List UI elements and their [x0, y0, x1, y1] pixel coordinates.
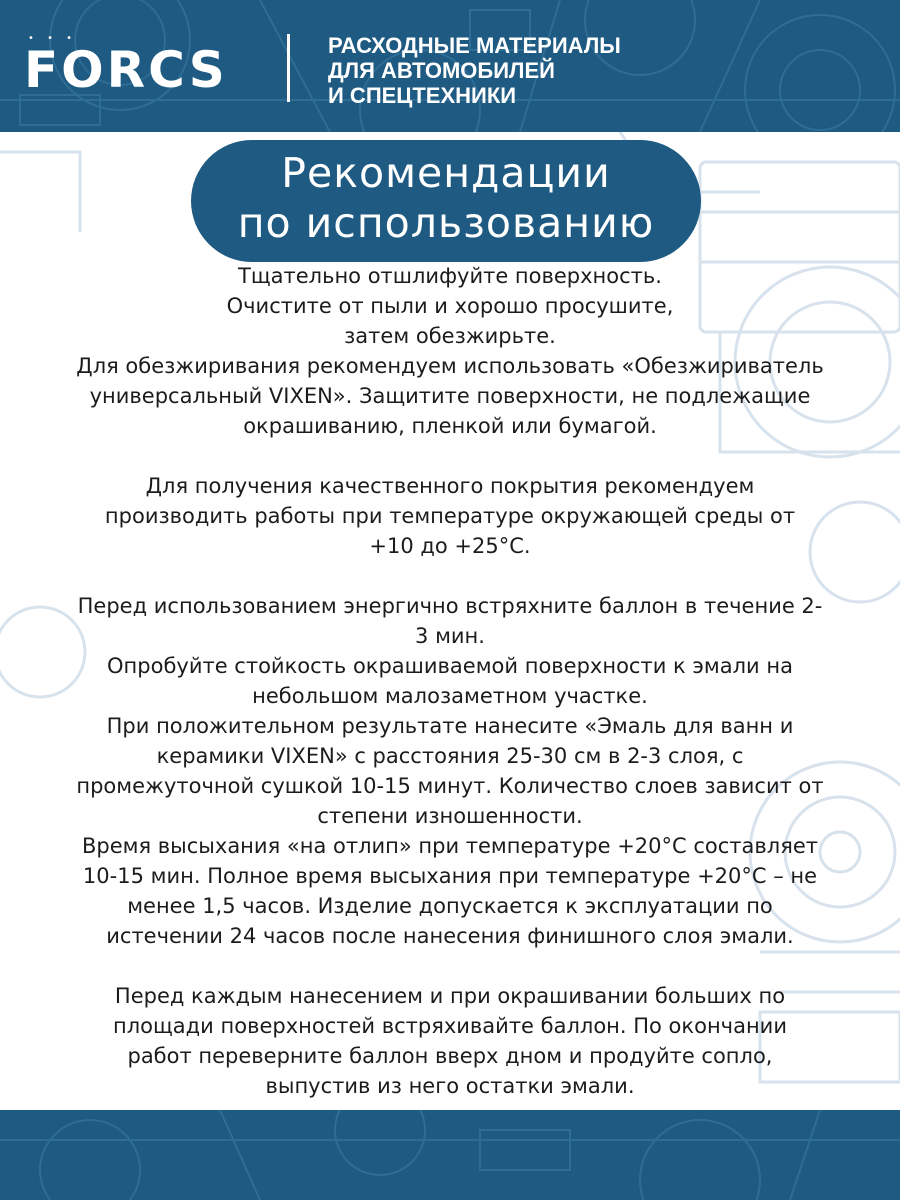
title-line-1: Рекомендации — [281, 149, 611, 197]
paragraph-finishing — [10, 981, 890, 1101]
text-line: истечении 24 часов после нанесения финишного слоя эмали. — [106, 924, 794, 948]
text-line: керамики VIXEN» с расстояния 25-30 см в 2-3 слоя, с — [156, 744, 744, 768]
text-line: Опробуйте стойкость окрашиваемой поверхности к эмали на — [107, 654, 793, 678]
text-line: небольшом малозаметном участке. — [252, 684, 648, 708]
forcs-logo: FORCS — [24, 41, 228, 99]
text-line: Время высыхания «на отлип» при температуре +20°С составляет — [82, 834, 818, 858]
text-line: менее 1,5 часов. Изделие допускается к эксплуатации по — [127, 894, 773, 918]
page-title — [191, 148, 701, 248]
instructions-body — [10, 261, 890, 1101]
text-line: Для обезжиривания рекомендуем использовать «Обезжириватель — [76, 354, 824, 378]
tagline-line-2: ДЛЯ АВТОМОБИЛЕЙ — [328, 58, 555, 83]
paragraph-gap — [10, 561, 890, 591]
text-line: 3 мин. — [415, 624, 485, 648]
text-line: окрашиванию, пленкой или бумагой. — [243, 414, 657, 438]
text-line: выпустив из него остатки эмали. — [265, 1074, 635, 1098]
paragraph-gap — [10, 441, 890, 471]
text-line: затем обезжирьте. — [344, 324, 556, 348]
logo-dots: • • • — [28, 33, 78, 44]
footer-pattern-decoration — [0, 1110, 900, 1200]
text-line: Перед каждым нанесением и при окрашивании больших по — [114, 984, 786, 1008]
text-line: При положительном результате нанесите «Эмаль для ванн и — [106, 714, 794, 738]
paragraph-temperature — [10, 471, 890, 561]
text-line: промежуточной сушкой 10-15 минут. Количество слоев зависит от — [76, 774, 824, 798]
text-line: +10 до +25°С. — [369, 534, 531, 558]
tagline-line-3: И СПЕЦТЕХНИКИ — [328, 83, 517, 108]
tagline-line-1: РАСХОДНЫЕ МАТЕРИАЛЫ — [328, 33, 621, 58]
title-line-2: по использованию — [237, 199, 655, 247]
text-line: Очистите от пыли и хорошо просушите, — [226, 294, 674, 318]
text-line: универсальный VIXEN». Защитите поверхности, не подлежащие — [89, 384, 811, 408]
paragraph-application — [10, 591, 890, 951]
text-line: 10-15 мин. Полное время высыхания при температуре +20°С – не — [82, 864, 818, 888]
text-line: производить работы при температуре окружающей среды от — [104, 504, 796, 528]
text-line: Перед использованием энергично встряхните баллон в течение 2- — [77, 594, 823, 618]
paragraph-gap — [10, 951, 890, 981]
paragraph-preparation — [10, 261, 890, 441]
header-banner — [0, 0, 900, 132]
text-line: Для получения качественного покрытия рекомендуем — [145, 474, 755, 498]
text-line: Тщательно отшлифуйте поверхность. — [238, 264, 662, 288]
text-line: работ переверните баллон вверх дном и продуйте сопло, — [127, 1044, 773, 1068]
text-line: площади поверхностей встряхивайте баллон. По окончании — [113, 1014, 787, 1038]
text-line: степени изношенности. — [317, 804, 583, 828]
header-tagline — [328, 33, 621, 108]
header-divider — [287, 34, 290, 102]
footer-banner — [0, 1110, 900, 1200]
